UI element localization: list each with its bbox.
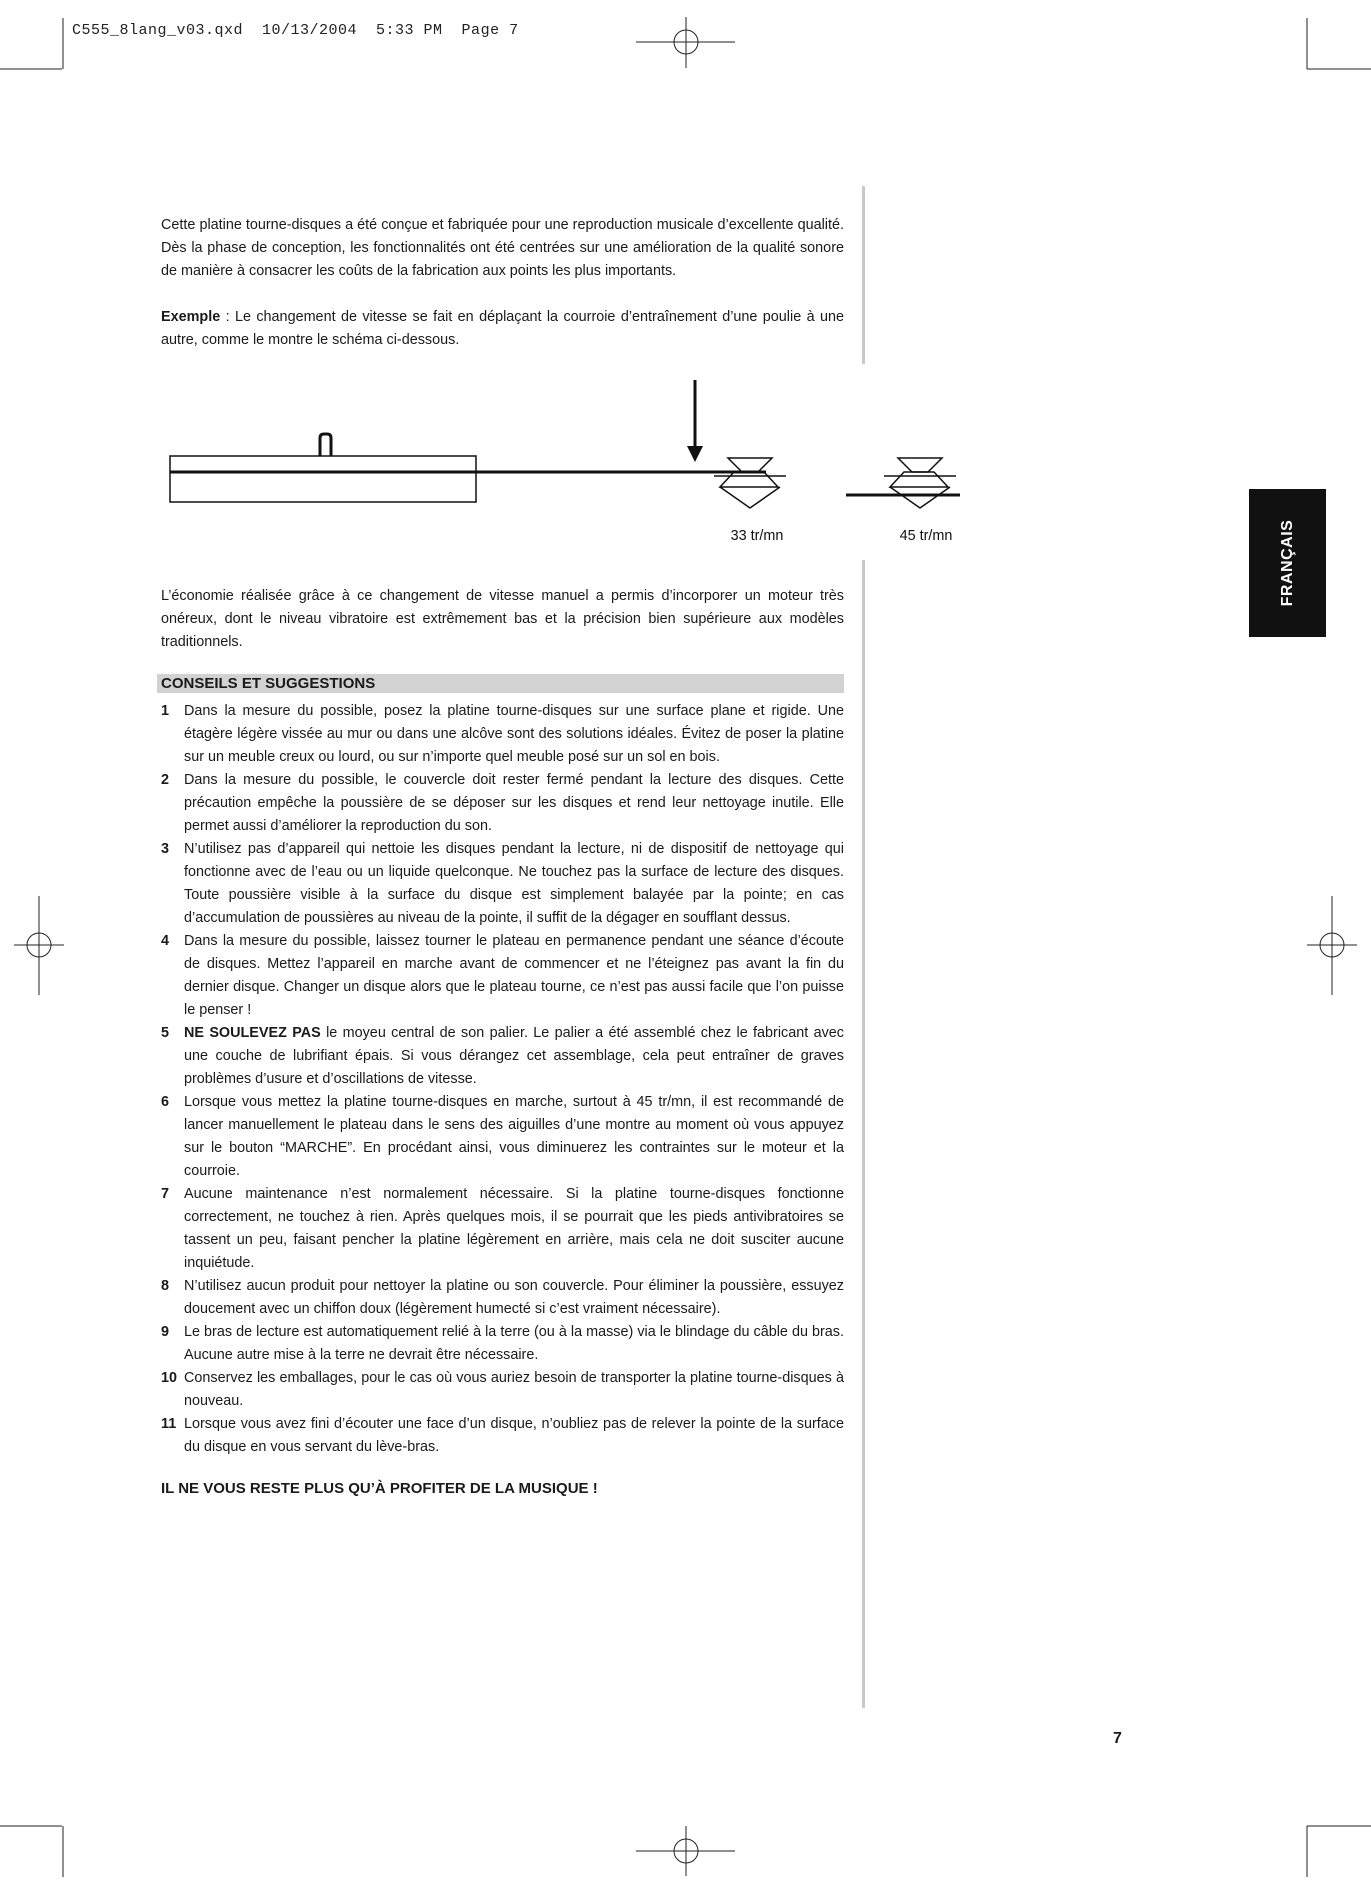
label-45-rpm: 45 tr/mn <box>899 528 953 544</box>
pulley-33 <box>714 458 786 508</box>
example-label: Exemple <box>161 309 221 325</box>
item-number: 5 <box>161 1025 170 1041</box>
page-number: 7 <box>1113 1730 1122 1747</box>
list-item <box>161 1183 844 1275</box>
list-item <box>161 700 844 769</box>
list-item <box>161 1413 844 1459</box>
item-text: le moyeu central de son palier. Le palier a été assemblé chez le fabricant avec une couche de lubrifiant épais. Si vous dérangez cet assemblage, cela peut entraîner de graves problèmes d’usure et d’oscillations de vitesse. <box>184 1025 844 1087</box>
language-tab-label: FRANÇAIS <box>1278 519 1296 607</box>
item-text: N’utilisez pas d’appareil qui nettoie les disques pendant la lecture, ni de dispositif de nettoyage qui fonctionne avec de l’eau ou un liquide quelconque. Ne touchez pas la surface de lecture des disques. Toute poussière visible à la surface du disque est simplement balayée par la pointe; en cas d’accumulation de poussières au niveau de la pointe, il suffit de la dégager en soufflant dessus. <box>184 841 844 926</box>
item-number: 1 <box>161 703 170 719</box>
item-text: Dans la mesure du possible, posez la platine tourne-disques sur une surface plane et rigide. Une étagère légère vissée au mur ou dans une alcôve sont des solutions idéales. Évitez de poser la platine sur un meuble creux ou lourd, ou sur n’importe quel meuble posé sur un sol en bois. <box>184 703 844 765</box>
section-heading: CONSEILS ET SUGGESTIONS <box>161 675 376 692</box>
item-number: 9 <box>161 1324 170 1340</box>
item-number: 11 <box>161 1416 177 1432</box>
item-text: Aucune maintenance n’est normalement nécessaire. Si la platine tourne-disques fonctionne correctement, ne touchez à rien. Après quelques mois, il se pourrait que les pieds antivibratoires se tassent un peu, faisant pencher la platine légèrement en arrière, mais cela ne doit susciter aucune inquiétude. <box>184 1186 844 1271</box>
item-text: Le bras de lecture est automatiquement relié à la terre (ou à la masse) via le blindage du câble du bras. Aucune autre mise à la terre ne devrait être nécessaire. <box>184 1324 844 1363</box>
item-text: Lorsque vous mettez la platine tourne-disques en marche, surtout à 45 tr/mn, il est recommandé de lancer manuellement le plateau dans le sens des aiguilles d’une montre au moment où vous appuyez sur le bouton “MARCHE”. En procédant ainsi, vous diminuerez les contraintes sur le moteur et la courroie. <box>184 1094 844 1179</box>
economy-paragraph: L’économie réalisée grâce à ce changement de vitesse manuel a permis d’incorporer un moteur très onéreux, dont le niveau vibratoire est extrêmement bas et la précision bien supérieure aux modèles traditionnels. <box>161 588 844 650</box>
item-number: 8 <box>161 1278 170 1294</box>
list-item <box>161 769 844 838</box>
closing-statement: IL NE VOUS RESTE PLUS QU’À PROFITER DE LA MUSIQUE ! <box>161 1480 598 1497</box>
pulley-45 <box>884 458 956 508</box>
section-heading-bar <box>157 674 844 693</box>
label-33-rpm: 33 tr/mn <box>730 528 784 544</box>
item-number: 7 <box>161 1186 170 1202</box>
spindle <box>320 434 331 456</box>
item-number: 3 <box>161 841 170 857</box>
example-text: : Le changement de vitesse se fait en déplaçant la courroie d’entraînement d’une poulie à une autre, comme le montre le schéma ci-dessous. <box>161 309 844 348</box>
item-number: 6 <box>161 1094 170 1110</box>
language-tab <box>1249 489 1326 637</box>
tips-list <box>161 700 844 1459</box>
list-item <box>161 838 844 930</box>
item-text: N’utilisez aucun produit pour nettoyer la platine ou son couvercle. Pour éliminer la poussière, essuyez doucement avec un chiffon doux (légèrement humecté si c’est vraiment nécessaire). <box>184 1278 844 1317</box>
item-number: 10 <box>161 1370 178 1386</box>
list-item <box>161 1275 844 1321</box>
item-number: 2 <box>161 772 170 788</box>
list-item <box>161 1367 844 1413</box>
item-text: Conservez les emballages, pour le cas où vous auriez besoin de transporter la platine tourne-disques à nouveau. <box>184 1370 844 1409</box>
item-number: 4 <box>161 933 170 949</box>
item-text: Lorsque vous avez fini d’écouter une face d’un disque, n’oubliez pas de relever la pointe de la surface du disque en vous servant du lève-bras. <box>184 1416 844 1455</box>
example-paragraph <box>161 306 844 352</box>
intro-paragraph: Cette platine tourne-disques a été conçue et fabriquée pour une reproduction musicale d’excellente qualité. Dès la phase de conception, les fonctionnalités ont été centrées sur une amélioration de la qualité sonore de manière à consacrer les coûts de la fabrication aux points les plus importants. <box>161 217 844 279</box>
list-item <box>161 1321 844 1367</box>
list-item <box>161 1022 844 1091</box>
speed-change-diagram <box>160 380 990 550</box>
item-text: Dans la mesure du possible, laissez tourner le plateau en permanence pendant une séance d’écoute de disques. Mettez l’appareil en marche avant de commencer et ne l’éteignez pas avant la fin du dernier disque. Changer un disque alors que le plateau tourne, ce n’est pas aussi facile que l’on puisse le penser ! <box>184 933 844 1018</box>
printer-slug: C555_8lang_v03.qxd 10/13/2004 5:33 PM Page 7 <box>72 22 519 39</box>
list-item <box>161 1091 844 1183</box>
item-warning: NE SOULEVEZ PAS <box>184 1025 321 1041</box>
column-rule-bottom <box>862 560 865 1708</box>
platter <box>170 456 476 502</box>
arrow-head <box>687 446 703 462</box>
item-text: Dans la mesure du possible, le couvercle doit rester fermé pendant la lecture des disques. Cette précaution empêche la poussière de se déposer sur les disques et rend leur nettoyage inutile. Elle permet aussi d’améliorer la reproduction du son. <box>184 772 844 834</box>
column-rule-top <box>862 186 865 364</box>
list-item <box>161 930 844 1022</box>
